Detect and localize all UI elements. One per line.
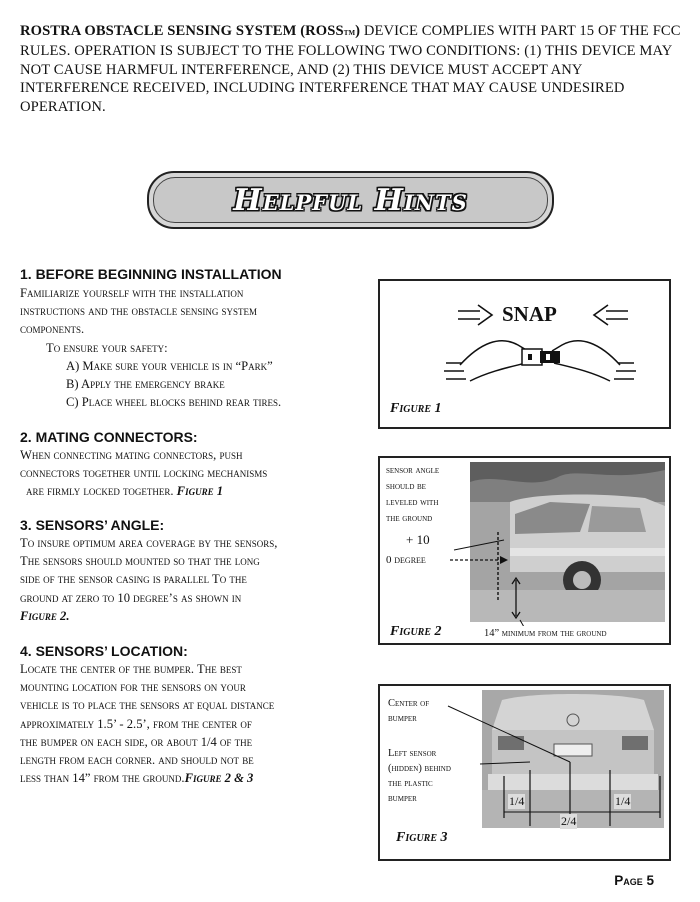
- snap-label: SNAP: [502, 302, 557, 326]
- section-3-body: [20, 534, 380, 625]
- note-line: should be: [386, 481, 426, 492]
- figure-1-label: Figure 1: [390, 401, 442, 416]
- right-arrow-icon: [594, 305, 628, 325]
- helpful-hints-banner: [147, 171, 554, 229]
- text-line: Locate the center of the bumper. The best: [20, 662, 242, 676]
- text-line: mounting location for the sensors on your: [20, 680, 246, 695]
- text-line: The sensors should mounted so that the long: [20, 554, 260, 569]
- text-line: side of the sensor casing is parallel To the: [20, 572, 247, 587]
- note-line: the plastic: [388, 778, 433, 789]
- section-4-body: [20, 660, 380, 787]
- text-line: components.: [20, 322, 85, 337]
- note-line: leveled with: [386, 497, 439, 508]
- sensor-angle-note: [386, 463, 439, 527]
- figure-2-label: Figure 2: [390, 624, 442, 639]
- safety-item: C) Place wheel blocks behind rear tires.: [66, 395, 282, 410]
- quarter-left-label: 1/4: [509, 794, 525, 808]
- connector-icon: [522, 349, 560, 365]
- note-line: (hidden) behind: [388, 763, 451, 774]
- figure-2-box: [378, 456, 671, 645]
- zero-degree-label: 0 degree: [386, 554, 426, 566]
- minimum-height-label: 14” minimum from the ground: [484, 628, 607, 639]
- text-line: When connecting mating connectors, push: [20, 448, 243, 462]
- section-mating-connectors: [20, 429, 370, 501]
- note-line: sensor angle: [386, 465, 440, 476]
- fcc-title: ROSTRA OBSTACLE SENSING SYSTEM (ROSS: [20, 23, 344, 39]
- fcc-notice: [20, 22, 685, 116]
- plus-ten-label: + 10: [406, 532, 430, 547]
- text-line: are firmly locked together.: [26, 484, 177, 499]
- section-3-heading: 3. SENSORS’ ANGLE:: [20, 517, 165, 533]
- note-line: bumper: [388, 713, 417, 724]
- text-line: vehicle is to place the sensors at equal distance: [20, 698, 275, 713]
- section-sensors-angle: [20, 517, 380, 625]
- text-line: less than 14” from the ground.: [20, 771, 185, 786]
- angle-arrows: [448, 538, 518, 578]
- safety-item: B) Apply the emergency brake: [66, 377, 225, 392]
- figure-ref: Figure 2 & 3: [184, 771, 254, 786]
- section-2-heading: 2. MATING CONNECTORS:: [20, 429, 198, 445]
- figure-ref: Figure 1: [176, 484, 224, 499]
- note-line: bumper: [388, 793, 417, 804]
- safety-item: A) Make sure your vehicle is in “Park”: [66, 358, 273, 373]
- fcc-body: DEVICE COMPLIES WITH PART 15 OF THE FCC RULES. OPERATION IS SUBJECT TO THE FOLLOWING TWO CONDITIONS: (1) THIS DEVICE MAY NOT CAUSE HARMFUL INTERFERENCE, AND (2) THIS DEVICE MUST ACCEPT ANY INTERFERENCE RECEIVED, INCLUDING INTERFERENCE THAT MAY CAUSE UNDESIRED OPERATION.: [20, 23, 681, 115]
- section-2-body: [20, 446, 370, 501]
- section-4-heading: 4. SENSORS’ LOCATION:: [20, 643, 188, 659]
- fcc-title-close: ): [355, 23, 361, 39]
- text-line: Familiarize yourself with the installation: [20, 286, 244, 300]
- section-sensors-location: [20, 643, 380, 787]
- figure-ref: Figure 2.: [20, 608, 70, 623]
- note-line: the ground: [386, 513, 433, 524]
- text-line: approximately 1.5’ - 2.5’, from the center of: [20, 716, 252, 731]
- text-line: instructions and the obstacle sensing system: [20, 304, 258, 319]
- text-line: length from each corner. and should not be: [20, 753, 254, 768]
- note-line: Center of: [388, 698, 430, 709]
- banner-title: Helpful Hints: [233, 182, 468, 218]
- text-line: the bumper on each side, or about 1/4 of the: [20, 734, 253, 749]
- page-number: Page 5: [614, 873, 654, 888]
- left-arrow-icon: [458, 305, 492, 325]
- text-line: ground at zero to 10 degree’s as shown in: [20, 590, 242, 605]
- figure-1-box: [378, 279, 671, 429]
- figure-3-box: [378, 684, 671, 861]
- text-line: To insure optimum area coverage by the sensors,: [20, 536, 278, 550]
- safety-line: To ensure your safety:: [46, 340, 168, 355]
- figure-3-label: Figure 3: [396, 830, 448, 845]
- section-1-body: [20, 284, 370, 411]
- note-line: Left sensor: [388, 748, 437, 759]
- quarter-right-label: 1/4: [615, 794, 631, 808]
- trademark-mark: TM: [343, 29, 356, 37]
- section-before-installation: [20, 266, 370, 411]
- section-1-heading: 1. BEFORE BEGINNING INSTALLATION: [20, 266, 282, 282]
- banner-inner: [153, 177, 548, 223]
- half-center-label: 2/4: [561, 814, 577, 828]
- text-line: connectors together until locking mechanisms: [20, 466, 268, 481]
